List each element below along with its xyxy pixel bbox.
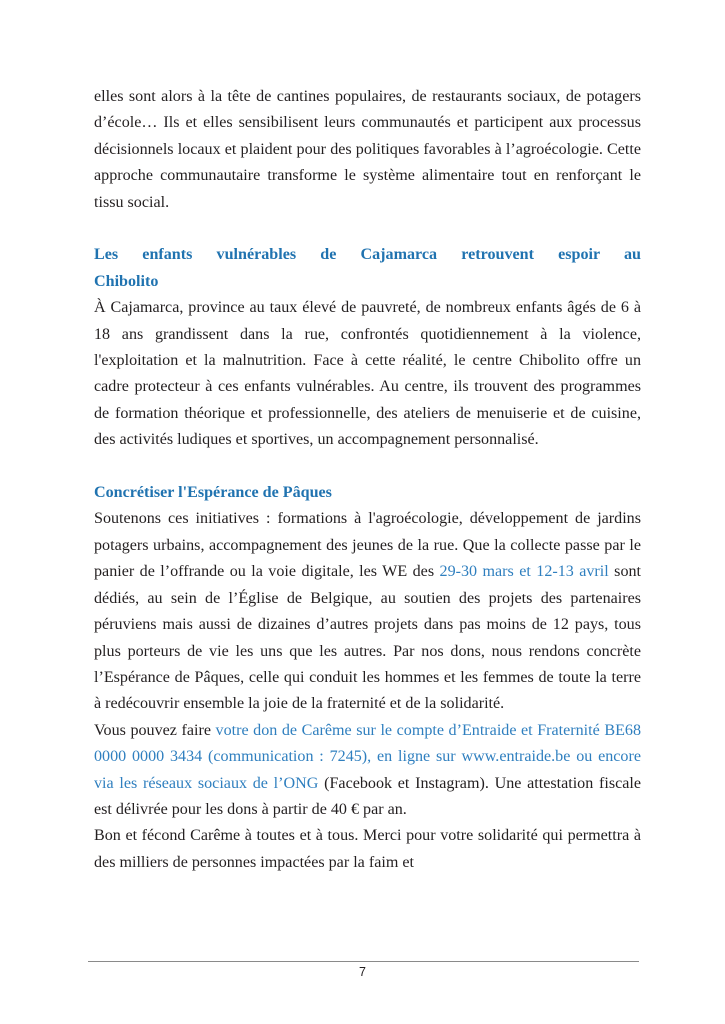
donation-paragraph [94,718,641,824]
section-body-esperance [94,506,641,717]
donation-lead-text: Vous pouvez faire [94,721,216,739]
closing-paragraph: Bon et fécond Carême à toutes et à tous. Merci pour votre solidarité qui permettra à des milliers de personnes impactées par la faim et [94,827,641,871]
paragraph-spacer-2 [94,454,641,480]
page-content [94,84,641,876]
section-heading-chibolito-line-1: Les enfants vulnérables de Cajamarca retrouvent espoir au [94,246,641,264]
esperance-text-part-2: sont dédiés, au sein de l’Église de Belgique, au soutien des projets des partenaires péruviens mais aussi de dizaines d’autres projets dans pas moins de 12 pays, tous plus porteurs de vie les uns que les autres. Par nos dons, nous rendons concrète l’Espérance de Pâques, celle qui conduit les hommes et les femmes de toute la terre à redécouvrir ensemble la joie de la fraternité et de la solidarité. [94,563,642,713]
intro-paragraph: elles sont alors à la tête de cantines populaires, de restaurants sociaux, de potagers d’école… Ils et elles sensibilisent leurs communautés et participent aux processus décisionnels locaux et plaident pour des politiques favorables à l’agroécologie. Cette approche communautaire transforme le système alimentaire tout en renforçant le tissu social. [94,88,641,211]
section-heading-esperance: Concrétiser l'Espérance de Pâques [94,484,332,502]
section-heading-chibolito [94,242,641,295]
esperance-text-part-1: Soutenons ces initiatives : formations à l'agroécologie, développement de jardins potagers urbains, accompagnement des jeunes de la rue. Que la collecte passe par le panier de l’offrande ou la voie digitale, les WE des [94,510,641,581]
section-body-chibolito: À Cajamarca, province au taux élevé de pauvreté, de nombreux enfants âgés de 6 à 18 ans grandissent dans la rue, confrontés quotidiennement à la violence, l'exploitation et la malnutrition. Face à cette réalité, le centre Chibolito offre un cadre protecteur à ces enfants vulnérables. Au centre, ils trouvent des programmes de formation théorique et professionnelle, des ateliers de menuiserie et de cuisine, des activités ludiques et sportives, un accompagnement personnalisé. [94,299,641,449]
footer-divider [88,961,639,962]
donation-account-link[interactable]: votre don de Carême sur le compte d’Entraide et Fraternité BE68 0000 0000 3434 (communication : 7245), en ligne sur www.entraide.be ou encore via les réseaux sociaux de l’ONG [94,721,641,792]
page-number: 7 [359,965,366,979]
donation-tail-text: (Facebook et Instagram). Une attestation fiscale est délivrée pour les dons à partir de 40 € par an. [94,774,641,818]
campaign-dates-highlight: 29-30 mars et 12-13 avril [439,563,609,581]
section-heading-chibolito-line-2: Chibolito [94,272,159,290]
paragraph-spacer [94,216,641,242]
